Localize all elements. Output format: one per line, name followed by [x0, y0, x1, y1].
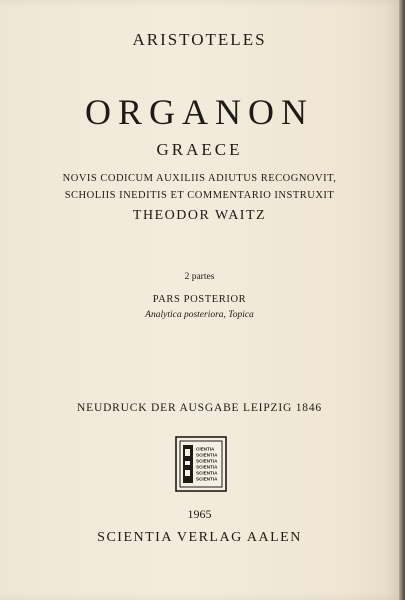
editor-name: THEODOR WAITZ	[132, 208, 267, 223]
page-edge	[399, 0, 405, 600]
description-line-1: NOVIS CODICUM AUXILIIS ADIUTUS RECOGNOVIT,	[62, 173, 337, 184]
part-contents: Analytica posteriora, Topica	[145, 310, 254, 320]
scientia-publisher-logo-icon	[175, 436, 227, 492]
logo-text-3: SCIENTIA	[196, 458, 218, 464]
part-label: PARS POSTERIOR	[152, 294, 247, 305]
publication-year: 1965	[187, 507, 212, 521]
logo-text-4: SCIENTIA	[196, 464, 218, 470]
reprint-note: NEUDRUCK DER AUSGABE LEIPZIG 1846	[77, 402, 322, 414]
publisher-name: SCIENTIA VERLAG AALEN	[97, 530, 302, 545]
logo-text-6: SCIENTIA	[196, 476, 218, 482]
logo-text-1: CIENTIA	[196, 446, 215, 452]
book-title: ORGANON	[85, 92, 314, 132]
logo-text-2: SCIENTIA	[196, 452, 218, 458]
language-label: GRAECE	[156, 140, 243, 159]
author-name: ARISTOTELES	[132, 30, 267, 49]
logo-text-5: SCIENTIA	[196, 470, 218, 476]
parts-count: 2 partes	[184, 272, 215, 282]
description-line-2: SCHOLIIS INEDITIS ET COMMENTARIO INSTRUXIT	[64, 190, 335, 201]
